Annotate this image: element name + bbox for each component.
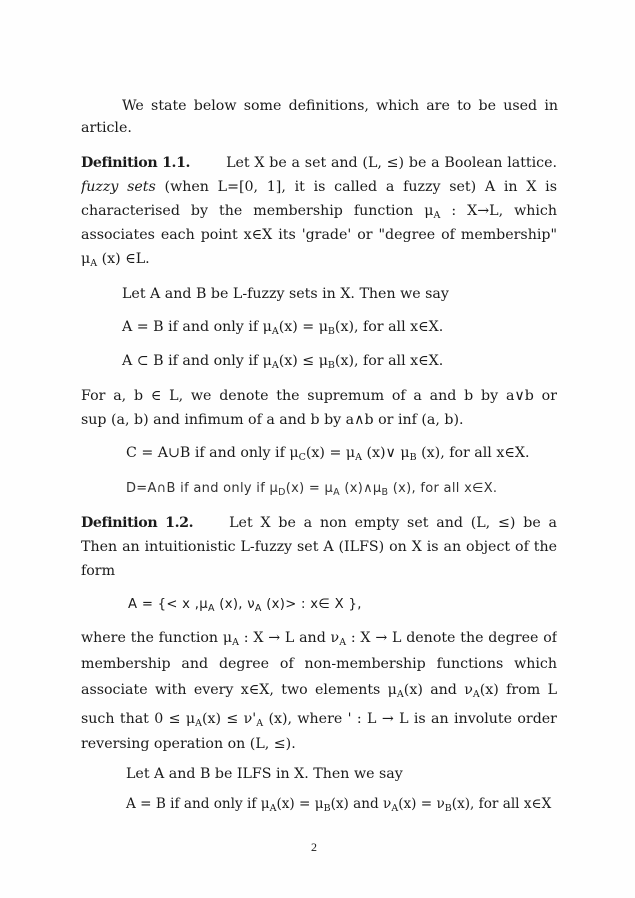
supremum-line-1: For a, b ∈ L, we denote the supremum of a and b by a∨b or bbox=[81, 388, 557, 404]
where-line-3: associate with every x∈X, two elements $\mu_A(x)$ and $\nu_A(x)$ from L bbox=[81, 682, 557, 700]
definition-1-1-label: Definition 1.1. bbox=[81, 155, 191, 171]
union-definition: C = A∪B if and only if $\mu_C(x) = \mu_A$ (x)∨ $\mu_B$ (x), for all x∈X. bbox=[126, 445, 530, 463]
where-line-5: reversing operation on (L, ≤). bbox=[81, 736, 296, 752]
where-line-4: such that $0 \le \mu_A(x) \le \nu'_A$ (x), where ' : L → L is an involute order bbox=[81, 711, 557, 729]
definition-1-2-line-3: form bbox=[81, 563, 116, 579]
definition-1-1-line-2: fuzzy sets (when L=[0, 1], it is called a fuzzy set) A in X is bbox=[81, 179, 557, 195]
where-line-2: membership and degree of non-membership functions which bbox=[81, 656, 557, 672]
definition-1-2-line-2: Then an intuitionistic L-fuzzy set A (ILFS) on X is an object of the bbox=[81, 539, 557, 555]
equality-definition: A = B if and only if $\mu_A(x) = \mu_B(x)$, for all x∈X. bbox=[122, 319, 444, 337]
definition-1-2-line-1: Definition 1.2. Let X be a non empty set and (L, ≤) be a bbox=[81, 515, 557, 531]
definition-1-2-label: Definition 1.2. bbox=[81, 515, 194, 531]
subset-definition: A ⊂ B if and only if $\mu_A(x) \le \mu_B(x)$, for all x∈X. bbox=[122, 353, 444, 371]
let-ilfs-text: Let A and B be ILFS in X. Then we say bbox=[126, 766, 403, 782]
where-line-1: where the function $\mu_A$ : X → L and $\nu_A$ : X → L denote the degree of bbox=[81, 630, 557, 648]
definition-1-1-line-1: Definition 1.1. Let X be a set and (L, ≤) be a Boolean lattice. bbox=[81, 155, 557, 171]
definition-1-1-line-4: associates each point x∈X its 'grade' or "degree of membership" bbox=[81, 227, 557, 243]
ilfs-equality-definition: A = B if and only if $\mu_A(x) = \mu_B(x)$ and $\nu_A(x) = \nu_B(x)$, for all x∈X bbox=[126, 796, 552, 814]
definition-1-1-line-3: characterised by the membership function $\mu_A$ : X→L, which bbox=[81, 203, 557, 221]
intersection-definition: D=A∩B if and only if $\mu_D(x) = \mu_A$ $(x)\wedge\mu_B$ (x), for all x∈X. bbox=[126, 481, 498, 498]
page-number: 2 bbox=[311, 840, 317, 854]
definition-1-1-line-5: $\mu_A$ (x) ∈L. bbox=[81, 251, 150, 269]
ilfs-set-notation: A = {< x $,\mu_A$ (x), $\nu_A$ (x)> : x∈ X }, bbox=[128, 597, 362, 614]
supremum-line-2: sup (a, b) and infimum of a and b by a∧b or inf (a, b). bbox=[81, 412, 464, 428]
let-a-b-text: Let A and B be L-fuzzy sets in X. Then we say bbox=[122, 286, 449, 302]
intro-line-2: article. bbox=[81, 120, 132, 136]
intro-line-1: We state below some definitions, which are to be used in bbox=[122, 98, 558, 114]
